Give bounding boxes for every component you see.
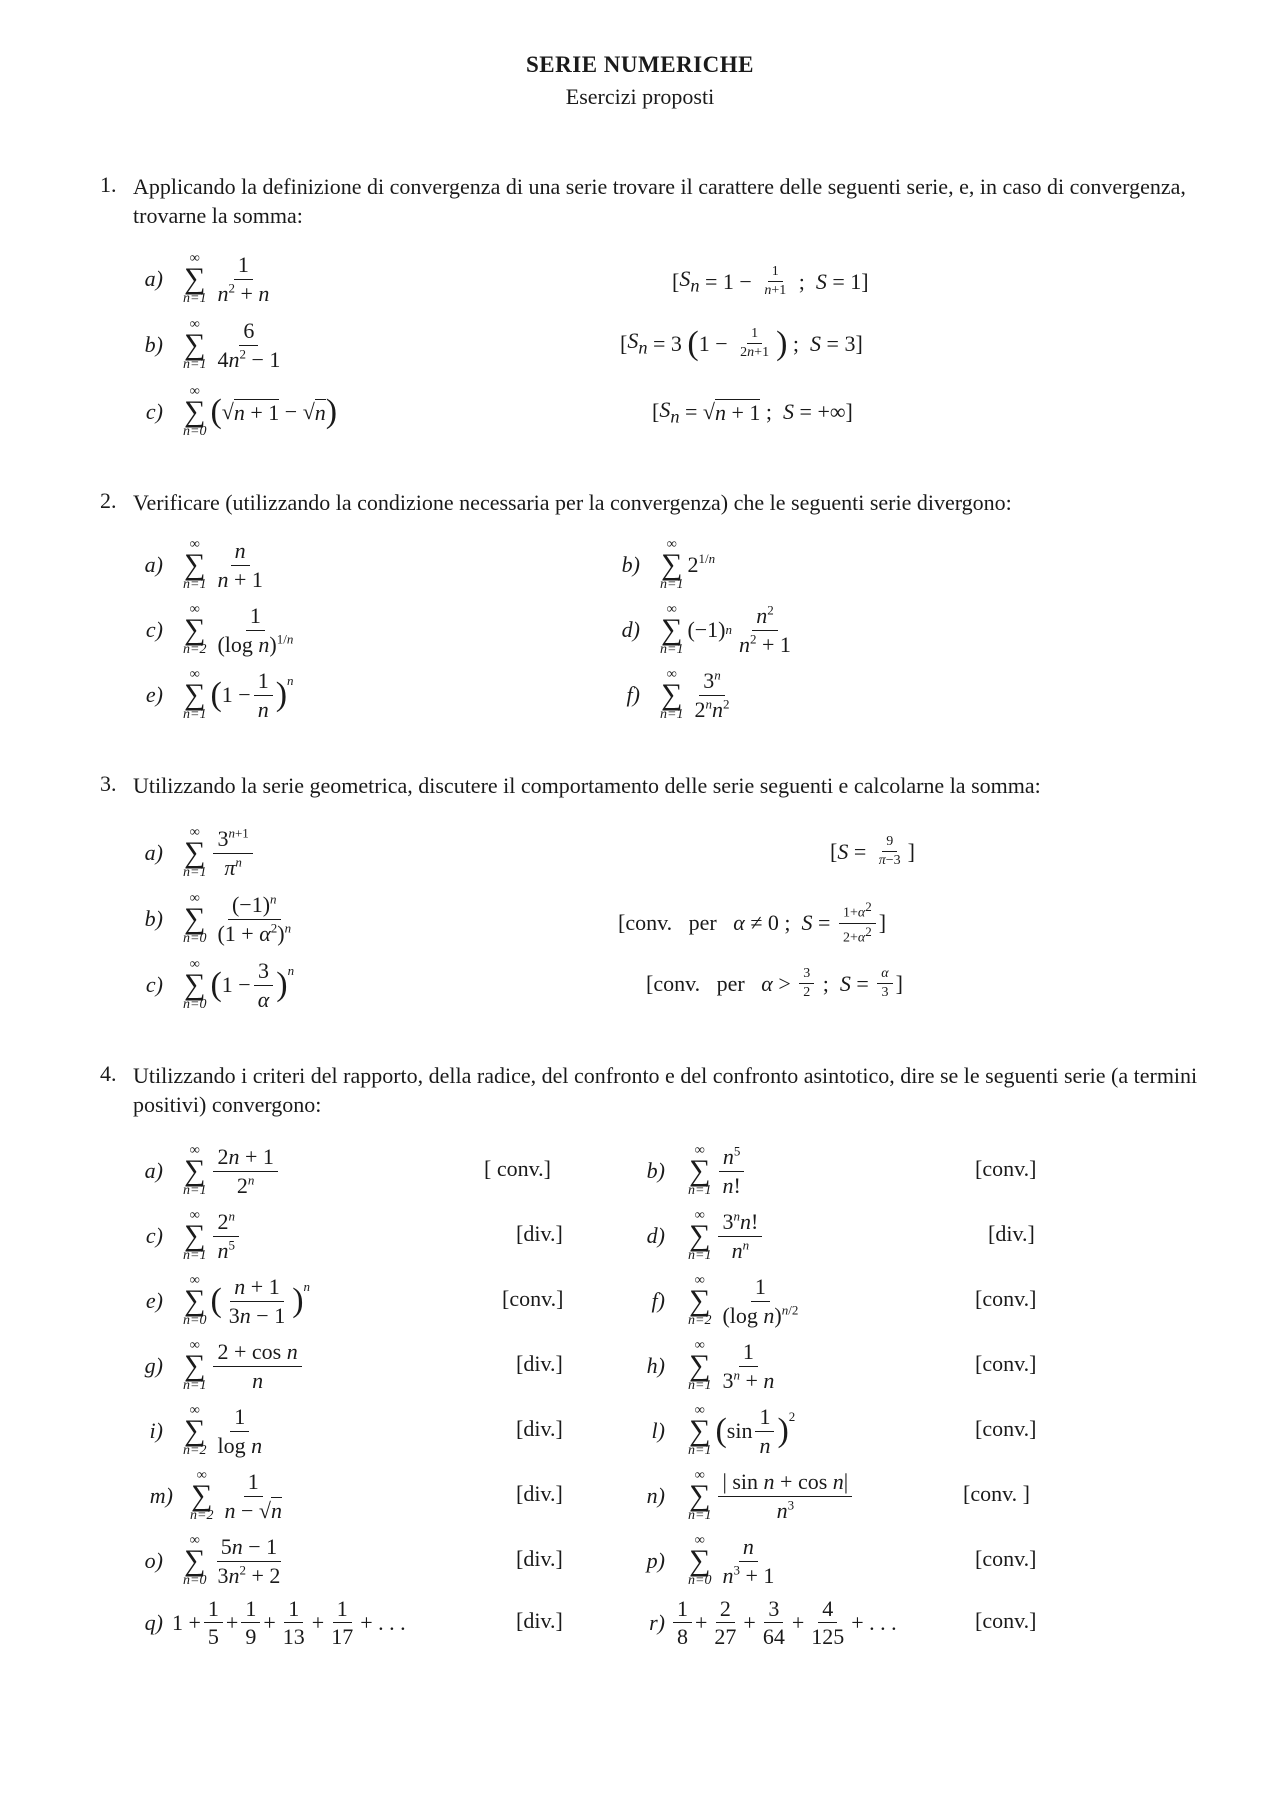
ex4-c-answer: [div.] <box>516 1221 563 1246</box>
ex4-e-formula: ∞ ∑ n=0 ( $\frac{n + 1}{3n - 1}$ ) $^n$ <box>183 1273 311 1328</box>
ex4-i-answer: [div.] <box>516 1416 563 1441</box>
ex4-a-answer: [ conv.] <box>484 1156 551 1181</box>
ex4-h-formula: ∞ ∑ n=1 $\frac{1}{3^n + n}$ <box>688 1338 775 1393</box>
item-label: b) <box>144 906 163 931</box>
item-label: b) <box>646 1158 665 1183</box>
ex3-b-formula: ∞ ∑ n=0 $\frac{(-1)^n}{(1 + \alpha^2)^n}$ <box>183 891 292 946</box>
item-label: a) <box>144 840 163 865</box>
ex2-f-formula: ∞ ∑ n=1 $\frac{3^n}{2^nn^2}$ <box>660 667 730 722</box>
item-label: f) <box>626 682 640 707</box>
item-label: f) <box>651 1288 665 1313</box>
page-title: SERIE NUMERICHE <box>526 52 754 77</box>
ex4-l-formula: ∞ ∑ n=1 ( sin $\frac{1}{n}$ ) $^2$ <box>688 1403 796 1458</box>
item-label: a) <box>144 552 163 577</box>
item-label: a) <box>144 266 163 291</box>
ex3-c-formula: ∞ ∑ n=0 ( 1 − $\frac{3}{\alpha}$ ) $^n$ <box>183 957 295 1012</box>
ex4-h-answer: [conv.] <box>975 1351 1037 1376</box>
item-label: i) <box>149 1418 163 1443</box>
page-subtitle: Esercizi proposti <box>565 84 715 109</box>
ex4-p-answer: [conv.] <box>975 1546 1037 1571</box>
item-label: c) <box>145 617 163 642</box>
ex4-b-answer: [conv.] <box>975 1156 1037 1181</box>
ex4-n-formula: ∞ ∑ n=1 $\frac{\text{| sin n + cos n|}}{n^3}$ <box>688 1469 855 1523</box>
ex4-m-formula: ∞ ∑ n=2 $\frac{1}{n - √n}$ <box>190 1468 282 1523</box>
ex4-r-answer: [conv.] <box>975 1608 1037 1633</box>
ex4-b-formula: ∞ ∑ n=1 $\frac{n^5}{n!}$ <box>688 1144 748 1198</box>
ex1-a-answer: [ $S_n$ = 1 − $\frac{1}{n+1}$ ; S = 1] <box>672 264 869 299</box>
item-label: l) <box>651 1418 665 1443</box>
ex1-b-formula: ∞ ∑ n=1 $\frac{6}{4n^2 - 1}$ <box>183 317 281 372</box>
item-label: b) <box>621 552 640 577</box>
ex4-r-formula: $\frac{1}{8}$ + $\frac{2}{27}$ + $\frac{3}{64}$ + $\frac{4}{125}$ + . . . <box>670 1596 897 1650</box>
item-label: h) <box>646 1353 665 1378</box>
exercise-4-number: 4. <box>100 1061 117 1086</box>
ex1-b-answer: [ $S_n$ = 3 ( 1 − $\frac{1}{2n+1}$ ) ; S = 3] <box>620 324 863 362</box>
item-label: c) <box>145 1223 163 1248</box>
item-label: a) <box>144 1158 163 1183</box>
ex3-c-answer: [ conv. per α > $\frac{3}{2}$ ; S = $\frac{\alpha}{3}$ ] <box>646 966 903 1001</box>
ex3-a-formula: ∞ ∑ n=1 $\frac{3^{n+1}}{\pi^n}$ <box>183 826 256 880</box>
item-label: c) <box>145 972 163 997</box>
ex4-l-answer: [conv.] <box>975 1416 1037 1441</box>
ex2-c-formula: ∞ ∑ n=2 $\frac{1}{(\log n)^{1/n}}$ <box>183 602 294 657</box>
ex4-o-answer: [div.] <box>516 1546 563 1571</box>
ex4-n-answer: [conv. ] <box>963 1481 1030 1506</box>
item-label: o) <box>144 1548 163 1573</box>
conv-word: conv. <box>653 970 701 996</box>
per-word: per <box>716 970 745 996</box>
exercise-1-text: Applicando la definizione di convergenza di una serie trovare il carattere delle seguenti serie, e, in caso di convergenza, trovarne la somma: <box>133 174 1186 228</box>
item-label: p) <box>646 1548 665 1573</box>
ex4-f-answer: [conv.] <box>975 1286 1037 1311</box>
ex3-b-answer: [ conv. per α ≠ 0 ; S = $\frac{1+\alpha^2}{2+\alpha^2}$ ] <box>618 899 887 946</box>
ex2-b-formula: ∞ ∑ n=1 2 $^{1/n}$ <box>660 537 716 592</box>
ex1-c-formula: ∞ ∑ n=0 ( √ n + 1 − √ n ) <box>183 384 338 439</box>
ex4-d-answer: [div.] <box>988 1221 1035 1246</box>
exercise-2-number: 2. <box>100 488 117 513</box>
exercise-2-text: Verificare (utilizzando la condizione necessaria per la convergenza) che le seguenti serie divergono: <box>133 490 1012 515</box>
item-label: q) <box>144 1610 163 1635</box>
ex4-q-answer: [div.] <box>516 1608 563 1633</box>
ex4-p-formula: ∞ ∑ n=0 $\frac{n}{n^3 + 1}$ <box>688 1533 775 1588</box>
item-label: e) <box>145 682 163 707</box>
ex2-d-formula: ∞ ∑ n=1 (−1) n $\frac{n^2}{n^2 + 1}$ <box>660 602 791 657</box>
item-label: d) <box>621 617 640 642</box>
item-label: g) <box>144 1353 163 1378</box>
exercise-4-text: Utilizzando i criteri del rapporto, della radice, del confronto e del confronto asintotico, dire se le seguenti serie (a termini positivi) convergono: <box>133 1063 1198 1117</box>
ex3-a-answer: [ S = $\frac{9}{\pi-3}$ ] <box>830 834 915 869</box>
ex4-c-formula: ∞ ∑ n=1 $\frac{2^n}{n^5}$ <box>183 1209 242 1263</box>
ex4-e-answer: [conv.] <box>502 1286 564 1311</box>
ex2-e-formula: ∞ ∑ n=1 ( 1 − $\frac{1}{n}$ ) $^n$ <box>183 667 294 722</box>
ex4-i-formula: ∞ ∑ n=2 $\frac{1}{\text{log n}}$ <box>183 1403 263 1458</box>
ex4-m-answer: [div.] <box>516 1481 563 1506</box>
ex1-c-answer: [ $S_n$ = √ n + 1 ; S = +∞] <box>652 397 853 427</box>
exercise-1-number: 1. <box>100 172 117 197</box>
exercise-3-number: 3. <box>100 771 117 796</box>
item-label: d) <box>646 1223 665 1248</box>
ex4-q-formula: 1 + $\frac{1}{5}$ + $\frac{1}{9}$ + $\frac{1}{13}$ + $\frac{1}{17}$ + . . . <box>172 1596 406 1650</box>
ex4-o-formula: ∞ ∑ n=0 $\frac{5n - 1}{3n^2 + 2}$ <box>183 1533 281 1588</box>
item-label: c) <box>145 399 163 424</box>
item-label: e) <box>145 1288 163 1313</box>
item-label: m) <box>149 1483 173 1508</box>
item-label: b) <box>144 332 163 357</box>
item-label: r) <box>649 1610 665 1635</box>
ex2-a-formula: ∞ ∑ n=1 $\frac{n}{n + 1}$ <box>183 537 263 592</box>
ex4-a-formula: ∞ ∑ n=1 $\frac{2n + 1}{2^n}$ <box>183 1144 281 1198</box>
ex4-f-formula: ∞ ∑ n=2 $\frac{1}{(\log n)^{n/2}}$ <box>688 1273 799 1328</box>
conv-word: conv. <box>625 910 673 936</box>
item-label: n) <box>646 1483 665 1508</box>
per-word: per <box>688 910 717 936</box>
ex4-d-formula: ∞ ∑ n=1 $\frac{3^nn!}{n^n}$ <box>688 1209 765 1263</box>
exercise-3-text: Utilizzando la serie geometrica, discutere il comportamento delle serie seguenti e calcolarne la somma: <box>133 773 1041 798</box>
ex4-g-formula: ∞ ∑ n=1 $\frac{\text{2 + cos n}}{n}$ <box>183 1339 305 1393</box>
ex1-a-formula: ∞ ∑ n=1 $\frac{1}{n^2 + n}$ <box>183 251 270 306</box>
ex4-g-answer: [div.] <box>516 1351 563 1376</box>
